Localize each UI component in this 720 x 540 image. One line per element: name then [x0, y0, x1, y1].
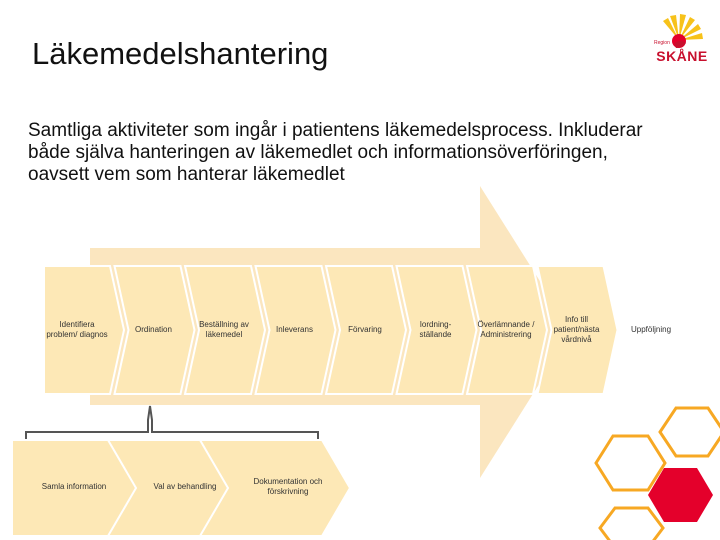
process-step-label: Uppföljning: [630, 325, 672, 334]
process-step-label: Inleverans: [276, 325, 313, 334]
logo-small-text: Region: [654, 40, 670, 46]
logo-text: SKÅNE: [656, 48, 708, 64]
hexagon-outline-icon: [660, 408, 720, 456]
page-subtitle: Samtliga aktiviteter som ingår i patientens läkemedelsprocess. Inkluderar både själva hanteringen av läkemedlet och informationsöverföringen, oavsett vem som hanterar läkemedlet: [28, 120, 643, 185]
process-step-label: Info till patient/nästa vårdnivå: [553, 315, 600, 344]
process-step-label: Iordning-ställande: [419, 320, 452, 339]
page-title: Läkemedelshantering: [32, 36, 329, 71]
process-step-label: Beställning av läkemedel: [199, 320, 249, 339]
sub-step-label: Dokumentation och förskrivning: [253, 477, 323, 496]
hexagon-outline-icon: [600, 508, 663, 540]
sub-step-label: Samla information: [41, 482, 107, 491]
process-step-label: Ordination: [135, 325, 172, 334]
process-step-label: Identifiera problem/ diagnos: [46, 320, 108, 339]
hexagon-outline-icon: [596, 436, 665, 490]
sub-step-label: Val av behandling: [153, 482, 217, 491]
process-step-label: Förvaring: [348, 325, 382, 334]
process-step-label: Överlämnande / Administrering: [477, 320, 535, 339]
